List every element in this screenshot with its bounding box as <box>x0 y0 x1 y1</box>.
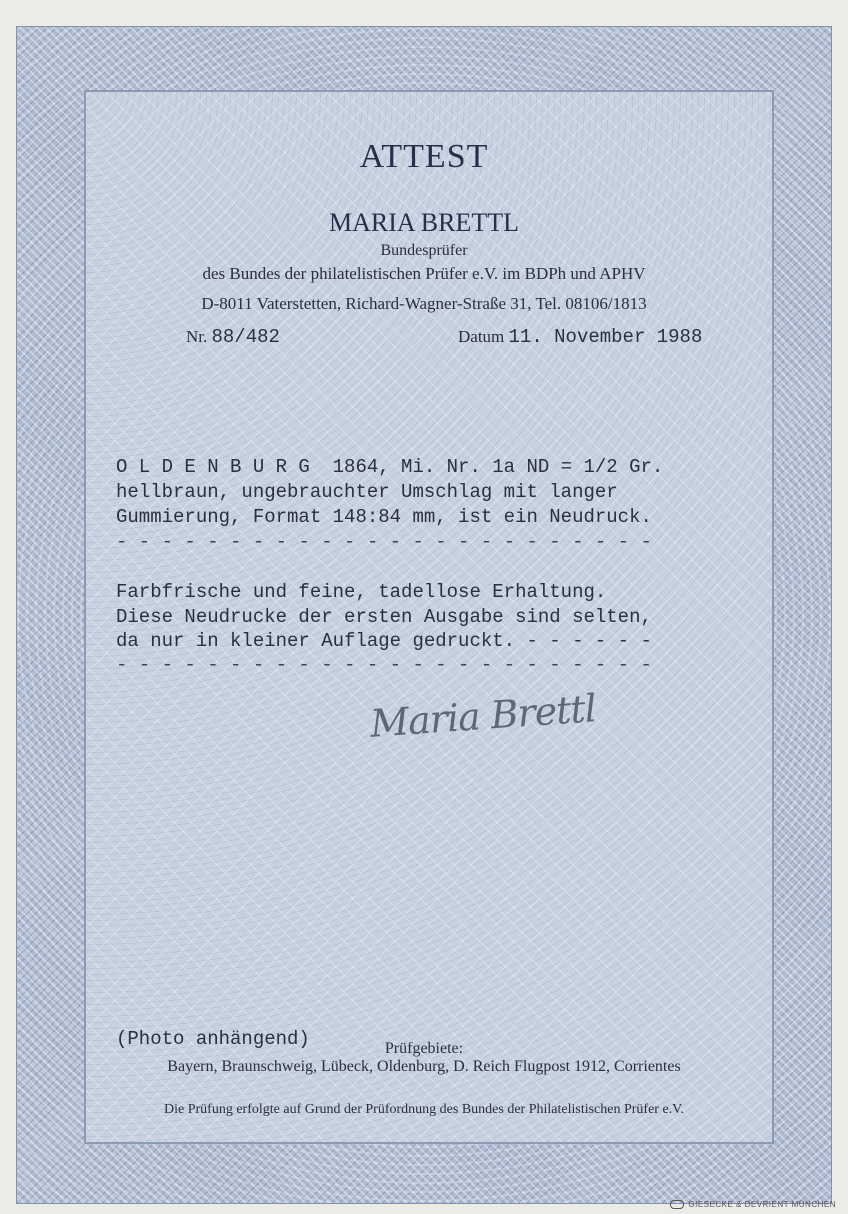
examiner-name: MARIA BRETTL <box>329 208 519 237</box>
condition-line-2: Diese Neudrucke der ersten Ausgabe sind selten, <box>116 606 652 628</box>
examination-areas-label: Prüfgebiete: <box>384 1040 464 1057</box>
address-line: D-8011 Vaterstetten, Richard-Wagner-Straße 31, Tel. 08106/1813 <box>201 294 647 313</box>
description-line-3: Gummierung, Format 148:84 mm, ist ein Neudruck. <box>116 506 652 528</box>
separator-line-2: - - - - - - - - - - - - - - - - - - - - - - - - <box>116 654 652 676</box>
certificate-title: ATTEST <box>359 138 489 175</box>
number-label: Nr. <box>186 327 208 346</box>
description-line-1: O L D E N B U R G 1864, Mi. Nr. 1a ND = 1/2 Gr. <box>116 456 664 478</box>
separator-line: - - - - - - - - - - - - - - - - - - - - - - - - <box>116 531 652 553</box>
examiner-role: Bundesprüfer <box>380 242 468 259</box>
handwritten-signature: Maria Brettl <box>368 686 598 746</box>
description-line-2: hellbraun, ungebrauchter Umschlag mit langer <box>116 481 618 503</box>
printer-logo-icon <box>670 1200 684 1209</box>
photo-note: (Photo anhängend) <box>116 1028 310 1050</box>
printer-mark <box>670 1200 836 1209</box>
condition-line-3: da nur in kleiner Auflage gedruckt. - - - - - - <box>116 630 652 652</box>
certificate-date <box>458 326 702 348</box>
examination-rules-note: Die Prüfung erfolgte auf Grund der Prüfordnung des Bundes der Philatelistischen Prüfer e.V. <box>164 1102 684 1117</box>
association-line: des Bundes der philatelistischen Prüfer e.V. im BDPh und APHV <box>202 264 646 283</box>
condition-line-1: Farbfrische und feine, tadellose Erhaltung. <box>116 581 607 603</box>
printer-mark-text: GIESECKE & DEVRIENT MÜNCHEN <box>688 1200 836 1209</box>
number-value: 88/482 <box>211 326 280 348</box>
date-value: 11. November 1988 <box>508 326 703 348</box>
date-label: Datum <box>458 327 505 346</box>
certificate-number <box>186 326 280 348</box>
examination-areas: Bayern, Braunschweig, Lübeck, Oldenburg, D. Reich Flugpost 1912, Corrientes <box>167 1058 681 1075</box>
